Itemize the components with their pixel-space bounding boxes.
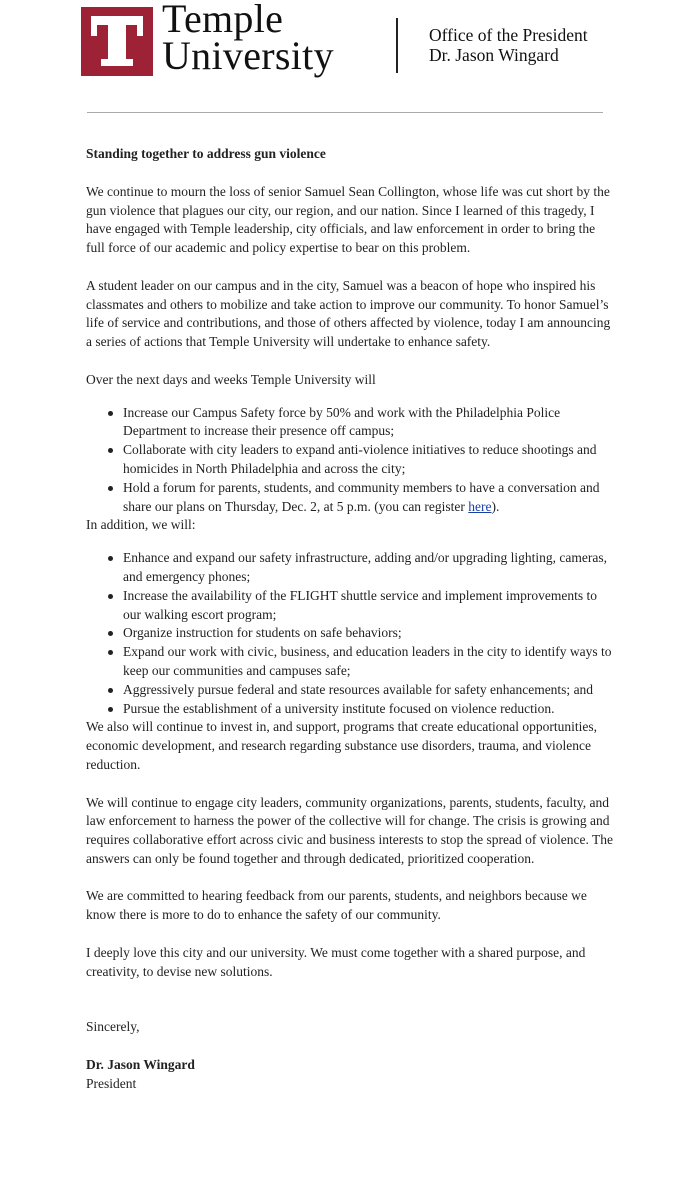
forum-date: on Thursday, Dec. 2, at 5 p.m. bbox=[208, 498, 371, 514]
list-1 bbox=[86, 404, 616, 517]
header-rule bbox=[87, 112, 603, 113]
list-item: Increase our Campus Safety force by 50% and work with the Philadelphia Police Department to increase their presence off campus; bbox=[123, 404, 616, 442]
list-2 bbox=[86, 549, 616, 718]
wordmark-line-1: Temple bbox=[162, 0, 284, 41]
paragraph-1: We continue to mourn the loss of senior Samuel Sean Collington, whose life was cut short by the gun violence that plagues our city, our region, and our nation. Since I learned of this tragedy, I have engaged with Temple leadership, city officials, and law enforcement in order to bring the full force of our academic and policy expertise to bear on this problem. bbox=[86, 183, 610, 256]
office-name: Dr. Jason Wingard bbox=[429, 45, 559, 65]
paragraph-3: We also will continue to invest in, and support, programs that create educational opportunities, economic development, and research regarding substance use disorders, trauma, and violence reduction. bbox=[86, 719, 598, 772]
closing: Sincerely, bbox=[86, 1019, 140, 1035]
signer-name: Dr. Jason Wingard bbox=[86, 1057, 195, 1073]
list-item: Expand our work with civic, business, and education leaders in the city to identify ways to keep our communities and campuses safe; bbox=[123, 643, 616, 681]
paragraph-2: A student leader on our campus and in the city, Samuel was a beacon of hope who inspired his classmates and others to mobilize and take action to improve our community. To honor Samuel’s life of service and contributions, and those of others affected by violence, today I am announcing a series of actions that Temple University will undertake to enhance safety. bbox=[86, 277, 611, 350]
paragraph-6: I deeply love this city and our university. We must come together with a shared purpose, and creativity, to devise new solutions. bbox=[86, 944, 586, 979]
temple-t-logo-icon bbox=[81, 7, 153, 76]
office-title: Office of the President bbox=[429, 25, 588, 45]
list-item-forum bbox=[123, 479, 616, 517]
paragraph-4: We will continue to engage city leaders, community organizations, parents, students, faculty, and law enforcement to harness the power of the collective will for change. The crisis is growing and requires collaborative effort across civic and business interests to stop the spread of violence. The answers can only be found together and through dedicated, prioritized cooperation. bbox=[86, 794, 613, 866]
university-wordmark bbox=[162, 0, 334, 78]
signer-title: President bbox=[86, 1075, 137, 1091]
list-2-intro: In addition, we will: bbox=[86, 517, 196, 533]
wordmark-line-2: University bbox=[162, 33, 334, 78]
office-block bbox=[429, 25, 588, 65]
forum-text: Hold a forum for parents, students, and community members to have a conversation and share our plans bbox=[123, 479, 600, 514]
register-link[interactable]: here bbox=[468, 498, 492, 514]
list-item: Aggressively pursue federal and state resources available for safety enhancements; and bbox=[123, 681, 616, 700]
list-item: Collaborate with city leaders to expand anti-violence initiatives to reduce shootings and homicides in North Philadelphia and across the city; bbox=[123, 441, 616, 479]
letterhead bbox=[0, 0, 690, 100]
temple-t-logo bbox=[81, 7, 153, 76]
paragraph-5: We are committed to hearing feedback from our parents, students, and neighbors because we know there is more to do to enhance the safety of our community. bbox=[86, 888, 587, 923]
letter-title: Standing together to address gun violence bbox=[86, 146, 326, 161]
list-item: Pursue the establishment of a university institute focused on violence reduction. bbox=[123, 700, 616, 719]
list-item: Increase the availability of the FLIGHT shuttle service and implement improvements to our walking escort program; bbox=[123, 587, 616, 625]
list-item: Enhance and expand our safety infrastructure, adding and/or upgrading lighting, cameras, and emergency phones; bbox=[123, 549, 616, 587]
header-divider bbox=[396, 18, 398, 73]
forum-close: ). bbox=[491, 498, 500, 514]
list-1-intro: Over the next days and weeks Temple University will bbox=[86, 371, 376, 387]
letter-body bbox=[86, 145, 616, 1094]
forum-register-text: (you can register bbox=[370, 498, 469, 514]
list-item: Organize instruction for students on safe behaviors; bbox=[123, 624, 616, 643]
